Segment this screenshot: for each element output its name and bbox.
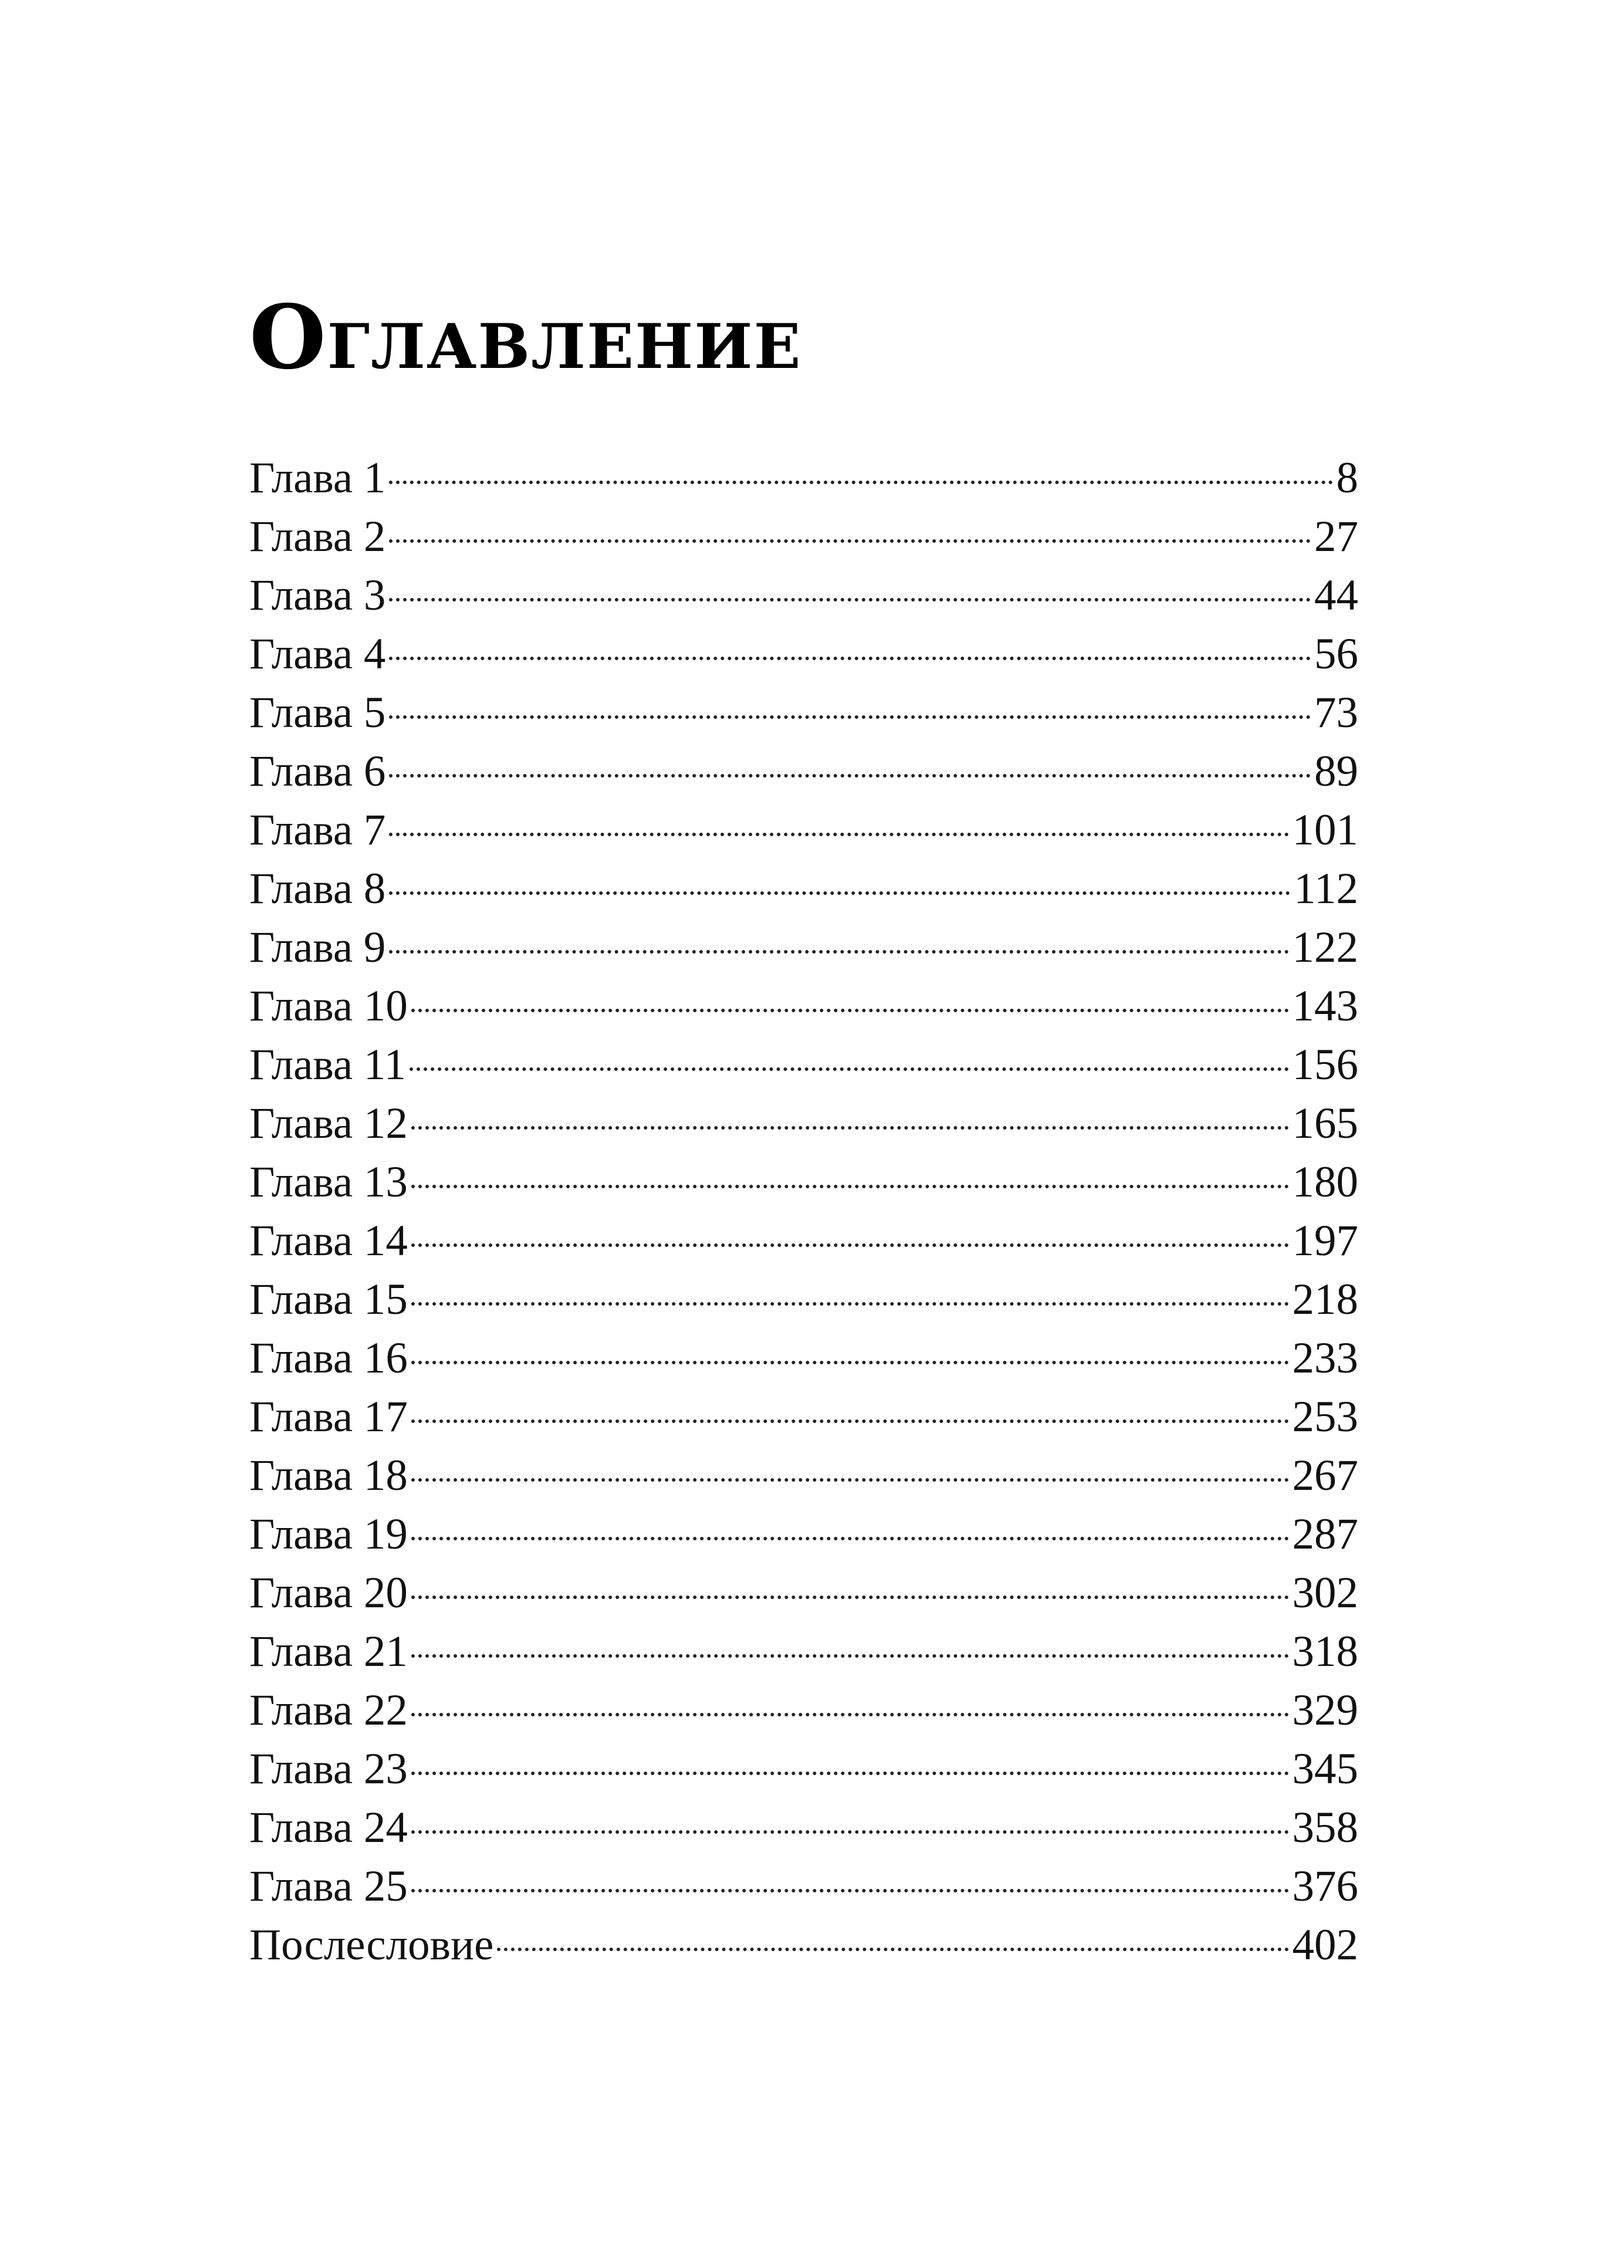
toc-entry-page-number: 122 bbox=[1292, 923, 1358, 972]
toc-entry[interactable] bbox=[249, 1270, 1358, 1329]
toc-entry[interactable] bbox=[249, 684, 1358, 742]
toc-entry-page-number: 302 bbox=[1292, 1569, 1358, 1617]
toc-entry-page-number: 287 bbox=[1292, 1510, 1358, 1559]
toc-entry[interactable] bbox=[249, 1094, 1358, 1153]
toc-entry[interactable] bbox=[249, 1329, 1358, 1388]
toc-entry-page-number: 253 bbox=[1292, 1392, 1358, 1441]
toc-entry-label: Глава 8 bbox=[249, 864, 386, 913]
toc-entry-page-number: 156 bbox=[1292, 1040, 1358, 1089]
toc-entry[interactable] bbox=[249, 742, 1358, 801]
dot-leader bbox=[411, 1654, 1289, 1658]
toc-entry-page-number: 376 bbox=[1292, 1862, 1358, 1911]
toc-entry-page-number: 56 bbox=[1314, 630, 1358, 678]
dot-leader bbox=[411, 1302, 1289, 1306]
dot-leader bbox=[411, 1713, 1289, 1716]
dot-leader bbox=[411, 1889, 1289, 1892]
toc-entry-label: Глава 6 bbox=[249, 747, 386, 796]
toc-entry-label: Глава 15 bbox=[249, 1275, 408, 1324]
toc-entry-label: Глава 10 bbox=[249, 982, 408, 1030]
dot-leader bbox=[410, 1067, 1288, 1071]
toc-entry-label: Глава 11 bbox=[249, 1040, 407, 1089]
dot-leader bbox=[411, 1419, 1289, 1423]
toc-entry-page-number: 8 bbox=[1336, 454, 1358, 502]
toc-entry[interactable] bbox=[249, 918, 1358, 977]
toc-entry-page-number: 402 bbox=[1292, 1921, 1358, 1969]
toc-entry-label: Глава 13 bbox=[249, 1158, 408, 1206]
dot-leader bbox=[389, 774, 1311, 778]
toc-entry[interactable] bbox=[249, 508, 1358, 566]
dot-leader bbox=[389, 539, 1311, 543]
toc-entry[interactable] bbox=[249, 1740, 1358, 1799]
toc-entry-label: Глава 9 bbox=[249, 923, 386, 972]
toc-entry[interactable] bbox=[249, 1623, 1358, 1681]
toc-entry-page-number: 89 bbox=[1314, 747, 1358, 796]
toc-entry-page-number: 267 bbox=[1292, 1451, 1358, 1500]
dot-leader bbox=[389, 657, 1311, 660]
toc-entry-page-number: 143 bbox=[1292, 982, 1358, 1030]
dot-leader bbox=[411, 1772, 1289, 1775]
toc-entry[interactable] bbox=[249, 1799, 1358, 1857]
toc-entry[interactable] bbox=[249, 977, 1358, 1036]
toc-entry-label: Глава 12 bbox=[249, 1099, 408, 1148]
toc-entry-label: Глава 14 bbox=[249, 1216, 408, 1265]
toc-entry[interactable] bbox=[249, 449, 1358, 508]
toc-entry-label: Глава 21 bbox=[249, 1627, 408, 1676]
table-of-contents bbox=[249, 449, 1358, 1975]
dot-leader bbox=[389, 833, 1288, 836]
toc-entry-page-number: 358 bbox=[1292, 1803, 1358, 1852]
toc-entry-label: Глава 25 bbox=[249, 1862, 408, 1911]
toc-entry-label: Глава 18 bbox=[249, 1451, 408, 1500]
dot-leader bbox=[411, 1185, 1289, 1188]
toc-entry-page-number: 233 bbox=[1292, 1334, 1358, 1383]
dot-leader bbox=[389, 598, 1311, 601]
toc-entry-page-number: 27 bbox=[1314, 512, 1358, 561]
dot-leader bbox=[411, 1009, 1289, 1012]
toc-entry-page-number: 345 bbox=[1292, 1745, 1358, 1793]
toc-entry[interactable] bbox=[249, 1505, 1358, 1564]
dot-leader bbox=[389, 481, 1332, 484]
toc-entry[interactable] bbox=[249, 801, 1358, 860]
toc-entry-label: Глава 3 bbox=[249, 571, 386, 620]
toc-entry[interactable] bbox=[249, 566, 1358, 625]
toc-entry-page-number: 180 bbox=[1292, 1158, 1358, 1206]
toc-entry-label: Послесловие bbox=[249, 1921, 494, 1969]
page-title: Оглавление bbox=[249, 286, 802, 389]
toc-entry[interactable] bbox=[249, 1916, 1358, 1975]
toc-entry-label: Глава 20 bbox=[249, 1569, 408, 1617]
toc-entry-label: Глава 24 bbox=[249, 1803, 408, 1852]
toc-entry-page-number: 329 bbox=[1292, 1686, 1358, 1735]
toc-entry-page-number: 73 bbox=[1314, 688, 1358, 737]
toc-entry[interactable] bbox=[249, 1681, 1358, 1740]
dot-leader bbox=[389, 715, 1311, 719]
dot-leader bbox=[411, 1537, 1289, 1540]
dot-leader bbox=[411, 1478, 1289, 1482]
toc-entry[interactable] bbox=[249, 1857, 1358, 1916]
dot-leader bbox=[411, 1830, 1289, 1834]
toc-entry-label: Глава 16 bbox=[249, 1334, 408, 1383]
toc-entry-label: Глава 7 bbox=[249, 806, 386, 854]
dot-leader bbox=[411, 1126, 1289, 1130]
toc-entry[interactable] bbox=[249, 860, 1358, 918]
dot-leader bbox=[411, 1243, 1289, 1247]
toc-entry[interactable] bbox=[249, 1212, 1358, 1270]
toc-entry-page-number: 197 bbox=[1292, 1216, 1358, 1265]
toc-entry-page-number: 112 bbox=[1294, 864, 1358, 913]
toc-entry-label: Глава 23 bbox=[249, 1745, 408, 1793]
toc-entry[interactable] bbox=[249, 1036, 1358, 1094]
dot-leader bbox=[411, 1596, 1289, 1599]
dot-leader bbox=[411, 1361, 1289, 1364]
dot-leader bbox=[389, 891, 1290, 895]
toc-entry-page-number: 318 bbox=[1292, 1627, 1358, 1676]
toc-entry[interactable] bbox=[249, 625, 1358, 684]
toc-entry-label: Глава 1 bbox=[249, 454, 386, 502]
toc-entry[interactable] bbox=[249, 1446, 1358, 1505]
toc-entry-page-number: 165 bbox=[1292, 1099, 1358, 1148]
toc-entry-label: Глава 2 bbox=[249, 512, 386, 561]
toc-entry-label: Глава 19 bbox=[249, 1510, 408, 1559]
toc-entry-label: Глава 4 bbox=[249, 630, 386, 678]
dot-leader bbox=[389, 950, 1288, 954]
toc-entry-page-number: 101 bbox=[1292, 806, 1358, 854]
toc-entry[interactable] bbox=[249, 1388, 1358, 1446]
toc-entry-label: Глава 17 bbox=[249, 1392, 408, 1441]
toc-entry[interactable] bbox=[249, 1564, 1358, 1623]
toc-entry-page-number: 218 bbox=[1292, 1275, 1358, 1324]
toc-entry-page-number: 44 bbox=[1314, 571, 1358, 620]
toc-entry-label: Глава 22 bbox=[249, 1686, 408, 1735]
toc-entry-label: Глава 5 bbox=[249, 688, 386, 737]
dot-leader bbox=[497, 1948, 1288, 1951]
toc-entry[interactable] bbox=[249, 1153, 1358, 1212]
